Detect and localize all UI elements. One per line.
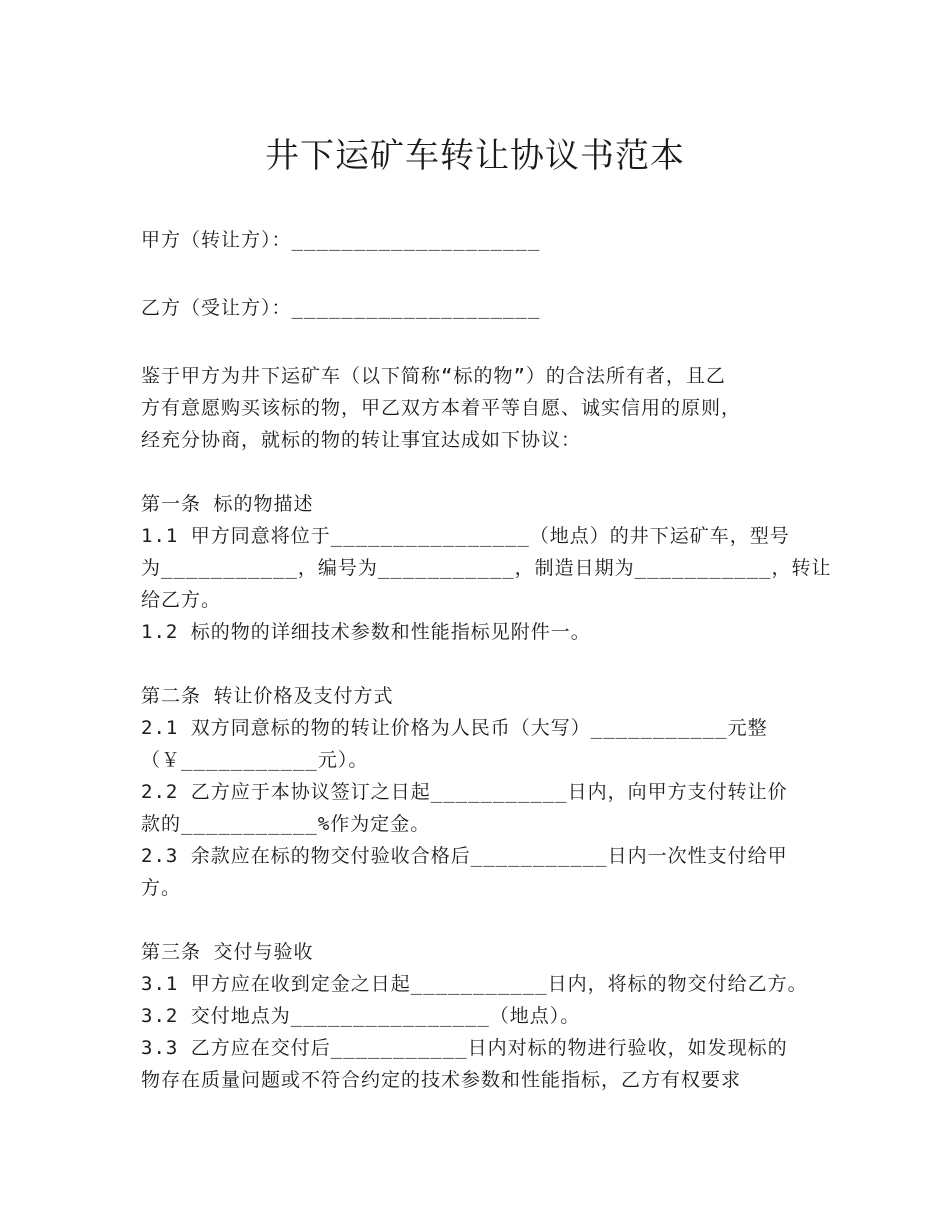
article-1-line: 为___________，编号为___________，制造日期为___________，转让 <box>141 557 832 579</box>
document-body <box>141 224 841 1096</box>
article-3-line: 3.2 交付地点为________________（地点）。 <box>141 1005 581 1027</box>
article-3-line: 3.1 甲方应在收到定金之日起___________日内，将标的物交付给乙方。 <box>141 973 808 995</box>
preamble-line: 鉴于甲方为井下运矿车（以下简称“标的物”）的合法所有者，且乙 <box>141 365 726 387</box>
article-1-heading: 第一条 标的物描述 <box>141 493 314 515</box>
preamble-line: 经充分协商，就标的物的转让事宜达成如下协议： <box>141 429 582 451</box>
article-2-line: 2.2 乙方应于本协议签订之日起___________日内，向甲方支付转让价 <box>141 781 788 803</box>
article-2-line: 2.1 双方同意标的物的转让价格为人民币（大写）___________元整 <box>141 717 768 739</box>
article-3-line: 物存在质量问题或不符合约定的技术参数和性能指标，乙方有权要求 <box>141 1069 742 1091</box>
party-b-line: 乙方（受让方）：____________________ <box>141 297 541 319</box>
article-1-line: 1.2 标的物的详细技术参数和性能指标见附件一。 <box>141 621 591 643</box>
article-2-line: 方。 <box>141 877 182 899</box>
preamble-line: 方有意愿购买该标的物，甲乙双方本着平等自愿、诚实信用的原则， <box>141 397 742 419</box>
article-1-line: 1.1 甲方同意将位于________________（地点）的井下运矿车，型号 <box>141 525 790 547</box>
document-title: 井下运矿车转让协议书范本 <box>265 136 685 176</box>
article-2-line: 2.3 余款应在标的物交付验收合格后___________日内一次性支付给甲 <box>141 845 788 867</box>
article-3-heading: 第三条 交付与验收 <box>141 941 314 963</box>
article-2-line: （￥___________元）。 <box>141 749 369 771</box>
article-3-line: 3.3 乙方应在交付后___________日内对标的物进行验收，如发现标的 <box>141 1037 788 1059</box>
article-2-heading: 第二条 转让价格及支付方式 <box>141 685 394 707</box>
party-a-line: 甲方（转让方）：____________________ <box>141 229 541 251</box>
article-1-line: 给乙方。 <box>141 589 222 611</box>
article-2-line: 款的___________%作为定金。 <box>141 813 431 835</box>
